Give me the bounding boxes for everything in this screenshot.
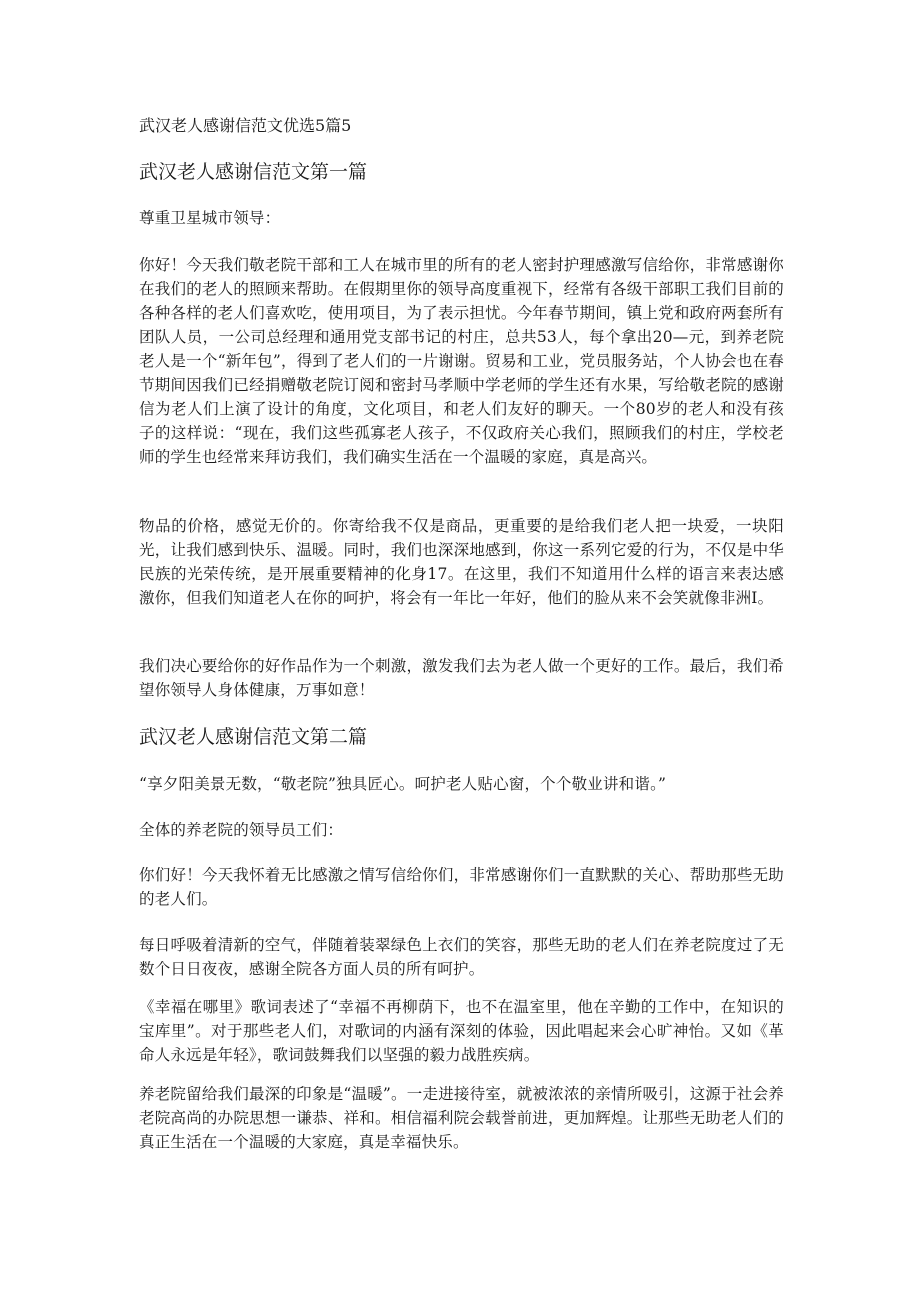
section-2-paragraph-4: 养老院留给我们最深的印象是“温暖”。一走进接待室，就被浓浓的亲情所吸引，这源于社会养老院高尚的办院思想一谦恭、祥和。相信福利院会载誉前进，更加辉煌。让那些无助老人们的真正生活在一个温暖的大家庭，真是幸福快乐。 <box>139 1085 784 1151</box>
section-heading-2: 武汉老人感谢信范文第二篇 <box>139 726 368 748</box>
section-2-paragraph-3: 《幸福在哪里》歌词表述了“幸福不再柳荫下，也不在温室里，他在辛勤的工作中，在知识的宝库里”。对于那些老人们，对歌词的内涵有深刻的体验，因此唱起来会心旷神怡。又如《革命人永远是年轻》，歌词鼓舞我们以坚强的毅力战胜疾病。 <box>139 998 784 1064</box>
document-title: 武汉老人感谢信范文优选5篇5 <box>139 116 352 135</box>
section-1-paragraph-2: 物品的价格，感觉无价的。你寄给我不仅是商品，更重要的是给我们老人把一块爱，一块阳光，让我们感到快乐、温暖。同时，我们也深深地感到，你这一系列它爱的行为，不仅是中华民族的光荣传统，是开展重要精神的化身17。在这里，我们不知道用什么样的语言来表达感激你，但我们知道老人在你的呵护，将会有一年比一年好，他们的脸从来不会笑就像非洲I。 <box>139 517 784 607</box>
section-2-paragraph-1: 你们好！今天我怀着无比感激之情写信给你们，非常感谢你们一直默默的关心、帮助那些无助的老人们。 <box>139 866 784 908</box>
salutation-1: 尊重卫星城市领导： <box>139 209 281 227</box>
section-1-paragraph-3: 我们决心要给你的好作品作为一个刺激，激发我们去为老人做一个更好的工作。最后，我们希望你领导人身体健康，万事如意！ <box>139 657 784 699</box>
section-2-couplet: “享夕阳美景无数，“敬老院”独具匠心。呵护老人贴心窗，个个敬业讲和谐。” <box>139 775 667 793</box>
section-2-salutation: 全体的养老院的领导员工们： <box>139 821 344 839</box>
section-1-paragraph-1: 你好！今天我们敬老院干部和工人在城市里的所有的老人密封护理感激写信给你，非常感谢你在我们的老人的照顾来帮助。在假期里你的领导高度重视下，经常有各级干部职工我们目前的各种各样的老人们喜欢吃，使用项目，为了表示担忧。今年春节期间，镇上党和政府两套所有团队人员，一公司总经理和通用党支部书记的村庄，总共53人，每个拿出20—元，到养老院老人是一个“新年包”，得到了老人们的一片谢谢。贸易和工业，党员服务站，个人协会也在春节期间因我们已经捐赠敬老院订阅和密封马孝顺中学老师的学生还有水果，写给敬老院的感谢信为老人们上演了设计的角度，文化项目，和老人们友好的聊天。一个80岁的老人和没有孩子的这样说：“现在，我们这些孤寡老人孩子，不仅政府关心我们，照顾我们的村庄，学校老师的学生也经常来拜访我们，我们确实生活在一个温暖的家庭，真是高兴。 <box>139 256 784 466</box>
section-heading-1: 武汉老人感谢信范文第一篇 <box>139 161 368 183</box>
section-2-paragraph-2: 每日呼吸着清新的空气，伴随着装翠绿色上衣们的笑容，那些无助的老人们在养老院度过了无数个日日夜夜，感谢全院各方面人员的所有呵护。 <box>139 936 784 978</box>
